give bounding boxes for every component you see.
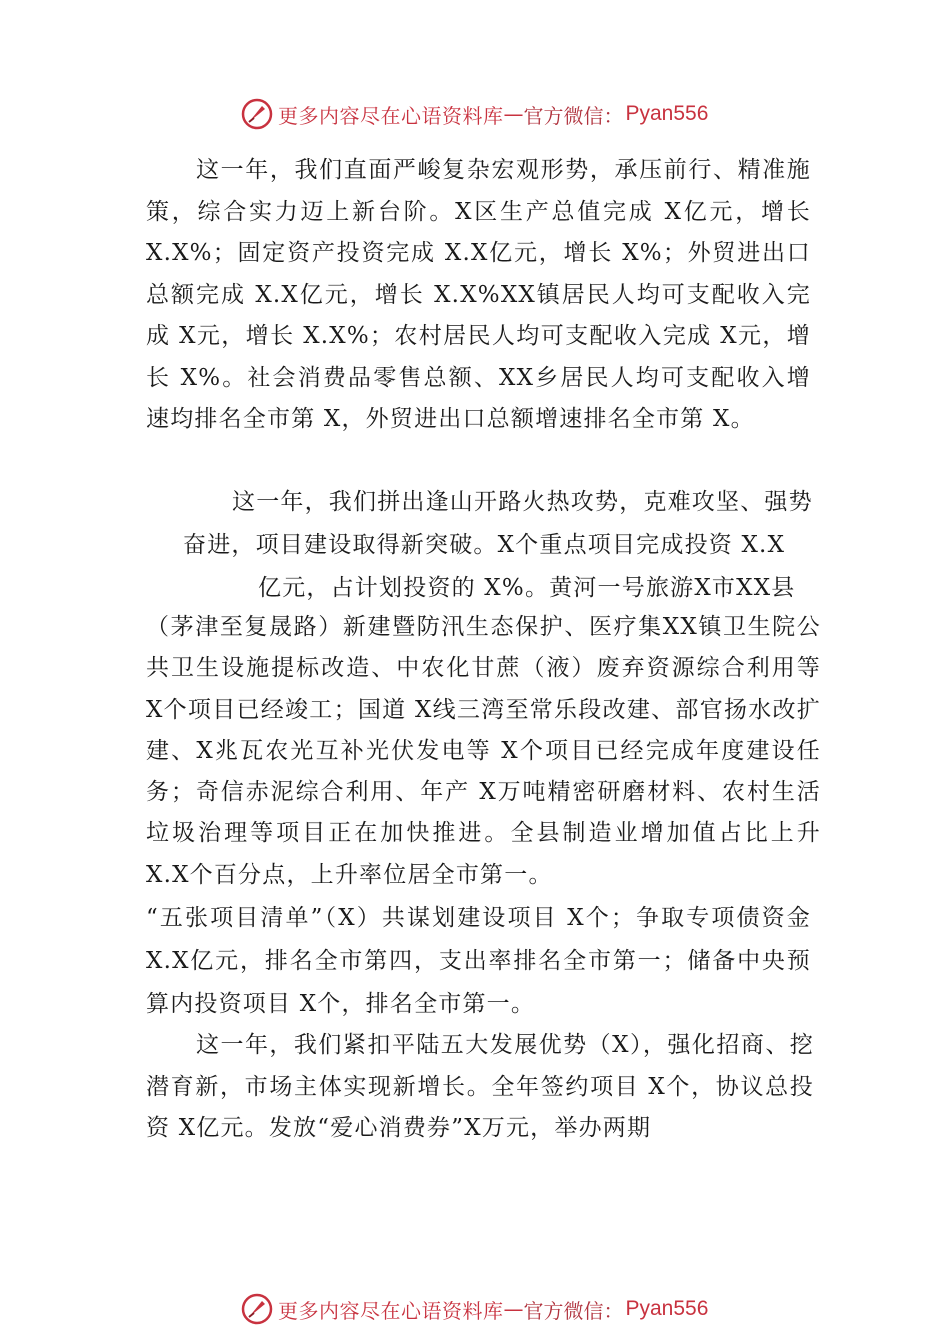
paragraph-market-growth: 这一年，我们紧扣平陆五大发展优势（X），强化招商、挖潜育新，市场主体实现新增长。全年签约项目 X个，协议总投资 X亿元。发放“爱心消费券”X万元，举办两期: [146, 1032, 814, 1141]
banner-wechat-id: Pyan556: [625, 102, 709, 125]
paragraph-projects-line-1: 这一年，我们拼出逢山开路火热攻势，克难攻坚、强势: [232, 489, 813, 515]
banner-main-text: 更多内容尽在心语资料库: [278, 1298, 504, 1323]
banner-wechat-label: 官方微信：: [523, 103, 624, 128]
paragraph-projects-line-3: 亿元，占计划投资的 X%。黄河一号旅游X市XX县: [258, 575, 796, 601]
quill-logo-icon: [240, 97, 274, 131]
banner-main-text: 更多内容尽在心语资料库: [278, 103, 504, 128]
paragraph-projects-line-2: 奋进，项目建设取得新突破。X个重点项目完成投资 X.X: [183, 532, 786, 558]
paragraph-project-lists: “五张项目清单”（X）共谋划建设项目 X个；争取专项债资金 X.X亿元，排名全市第四，支出率排名全市第一；储备中央预算内投资项目 X个，排名全市第一。: [146, 905, 811, 1017]
header-watermark-banner: [240, 96, 708, 132]
footer-watermark-banner: [240, 1291, 708, 1327]
banner-wechat-label: 官方微信：: [523, 1298, 624, 1323]
banner-wechat-id: Pyan556: [625, 1297, 709, 1320]
paragraph-economic-overview: 这一年，我们直面严峻复杂宏观形势，承压前行、精准施策，综合实力迈上新台阶。X区生产总值完成 X亿元，增长 X.X%；固定资产投资完成 X.X亿元，增长 X%；外贸进出口总额完成 X.X亿元，增长 X.X%XX镇居民人均可支配收入完成 X元，增长 X.X%；农村居民人均可支配收入完成 X元，增长 X%。社会消费品零售总额、XX乡居民人均可支配收入增速均排名全市第 X，外贸进出口总额增速排名全市第 X。: [146, 157, 811, 432]
paragraph-projects-body: （茅津至复晟路）新建暨防汛生态保护、医疗集XX镇卫生院公共卫生设施提标改造、中农化甘蔗（液）废弃资源综合利用等 X个项目已经竣工；国道 X线三湾至常乐段改建、部官扬水改扩建、X兆瓦农光互补光伏发电等 X个项目已经完成年度建设任务；奇信赤泥综合利用、年产 X万吨精密研磨材料、农村生活垃圾治理等项目正在加快推进。全县制造业增加值占比上升 X.X个百分点，上升率位居全市第一。: [146, 614, 821, 888]
banner-dash: —: [503, 102, 524, 126]
banner-dash: —: [503, 1297, 524, 1321]
quill-logo-icon: [240, 1292, 274, 1326]
